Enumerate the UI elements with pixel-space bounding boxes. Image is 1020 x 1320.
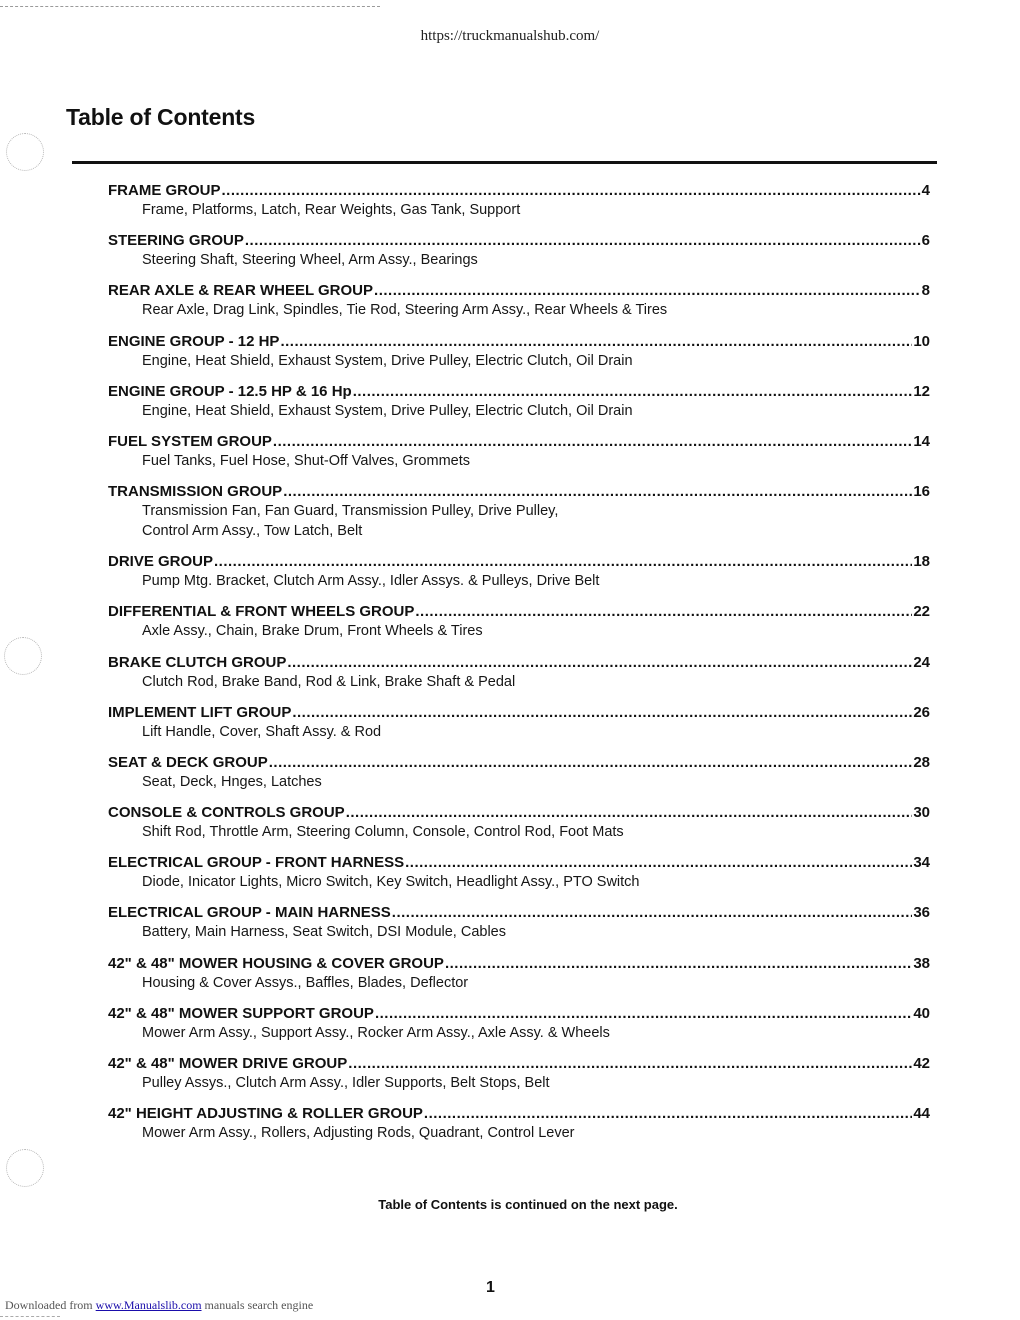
page-title: Table of Contents <box>66 104 256 130</box>
toc-entry-description: Pulley Assys., Clutch Arm Assy., Idler Supports, Belt Stops, Belt <box>142 1075 550 1091</box>
header-url: https://truckmanualshub.com/ <box>420 28 600 44</box>
toc-page-number: 24 <box>913 653 930 671</box>
toc-heading <box>108 955 930 973</box>
dot-leader <box>273 433 912 451</box>
toc-entry-description: Pump Mtg. Bracket, Clutch Arm Assy., Idler Assys. & Pulleys, Drive Belt <box>142 573 600 590</box>
toc-entry-description: Transmission Fan, Fan Guard, Transmission Pulley, Drive Pulley, <box>142 503 559 520</box>
toc-entry[interactable] <box>108 1055 930 1105</box>
punch-hole-mark <box>6 133 44 171</box>
toc-page-number: 16 <box>913 483 930 501</box>
dot-leader <box>222 182 921 200</box>
toc-entry-description: Battery, Main Harness, Seat Switch, DSI Module, Cables <box>142 924 506 941</box>
toc-heading <box>108 282 930 300</box>
dot-leader <box>353 383 913 401</box>
toc-entry[interactable] <box>108 483 930 553</box>
toc-entry-description: Diode, Inicator Lights, Micro Switch, Key Switch, Headlight Assy., PTO Switch <box>142 874 640 891</box>
toc-entry-title: 42" & 48" MOWER DRIVE GROUP <box>108 1055 348 1072</box>
punch-hole-mark <box>6 1149 44 1187</box>
toc-entry-title: SEAT & DECK GROUP <box>108 753 268 771</box>
dot-leader <box>405 854 912 872</box>
dot-leader <box>245 232 921 250</box>
toc-page-number: 30 <box>913 804 930 822</box>
dot-leader <box>280 333 912 351</box>
toc-entry-description: Steering Shaft, Steering Wheel, Arm Assy., Bearings <box>142 252 478 269</box>
dot-leader <box>283 483 912 501</box>
toc-heading <box>108 654 930 672</box>
toc-heading <box>108 383 930 401</box>
continued-note: Table of Contents is continued on the next page. <box>378 1197 678 1212</box>
dot-leader <box>287 654 912 672</box>
toc-entry-description: Fuel Tanks, Fuel Hose, Shut-Off Valves, Grommets <box>142 452 470 469</box>
toc-entry[interactable] <box>108 904 930 954</box>
toc-entry-title: REAR AXLE & REAR WHEEL GROUP <box>108 282 374 300</box>
toc-entry-description: Control Arm Assy., Tow Latch, Belt <box>142 523 363 540</box>
toc-page-number: 26 <box>913 703 930 721</box>
toc-entry[interactable] <box>108 1005 930 1055</box>
toc-entry[interactable] <box>108 754 930 804</box>
toc-heading <box>108 804 930 822</box>
toc-page-number: 44 <box>913 1105 930 1123</box>
dot-leader <box>346 804 913 822</box>
toc-entry[interactable] <box>108 433 930 483</box>
toc-heading <box>108 1105 930 1123</box>
toc-entry-description: Engine, Heat Shield, Exhaust System, Drive Pulley, Electric Clutch, Oil Drain <box>142 352 633 369</box>
toc-entry-description: Housing & Cover Assys., Baffles, Blades, Deflector <box>142 974 469 991</box>
toc-entry-description: Mower Arm Assy., Rollers, Adjusting Rods, Quadrant, Control Lever <box>142 1125 575 1142</box>
dot-leader <box>415 603 912 621</box>
toc-page-number: 36 <box>913 904 930 922</box>
toc-entry-description: Clutch Rod, Brake Band, Rod & Link, Brake Shaft & Pedal <box>142 673 516 690</box>
toc-list <box>108 182 930 1155</box>
toc-entry-title: 42" & 48" MOWER HOUSING & COVER GROUP <box>108 954 444 972</box>
toc-entry[interactable] <box>108 182 930 232</box>
toc-entry-description: Axle Assy., Chain, Brake Drum, Front Wheels & Tires <box>142 623 483 640</box>
toc-heading <box>108 754 930 772</box>
toc-entry-title: DRIVE GROUP <box>108 553 214 571</box>
toc-page-number: 4 <box>921 182 930 199</box>
toc-entry[interactable] <box>108 955 930 1005</box>
dot-leader <box>375 1005 912 1023</box>
dot-leader <box>392 904 913 922</box>
toc-entry-title: ENGINE GROUP - 12 HP <box>108 332 280 350</box>
toc-page-number: 10 <box>913 332 930 350</box>
toc-entry-title: 42" & 48" MOWER SUPPORT GROUP <box>108 1004 374 1022</box>
toc-entry-description: Frame, Platforms, Latch, Rear Weights, Gas Tank, Support <box>142 202 521 218</box>
toc-entry-title: ELECTRICAL GROUP - FRONT HARNESS <box>108 854 405 872</box>
punch-hole-mark <box>4 637 42 675</box>
toc-page-number: 8 <box>921 282 930 300</box>
toc-entry-title: FUEL SYSTEM GROUP <box>108 432 272 450</box>
toc-entry-title: DIFFERENTIAL & FRONT WHEELS GROUP <box>108 603 415 621</box>
toc-entry[interactable] <box>108 553 930 603</box>
dot-leader <box>374 282 921 300</box>
toc-entry-description: Mower Arm Assy., Support Assy., Rocker Arm Assy., Axle Assy. & Wheels <box>142 1024 610 1041</box>
toc-page-number: 34 <box>913 854 930 872</box>
toc-entry[interactable] <box>108 383 930 433</box>
toc-entry[interactable] <box>108 333 930 383</box>
toc-entry[interactable] <box>108 854 930 904</box>
title-divider <box>72 161 937 164</box>
toc-entry-title: CONSOLE & CONTROLS GROUP <box>108 804 345 822</box>
toc-heading <box>108 603 930 621</box>
toc-page-number: 38 <box>913 954 930 972</box>
toc-page-number: 42 <box>913 1055 930 1072</box>
toc-heading <box>108 1005 930 1023</box>
toc-page-number: 40 <box>913 1004 930 1022</box>
footer-suffix: manuals search engine <box>204 1298 314 1312</box>
dot-leader <box>214 553 912 571</box>
download-footer <box>5 1298 313 1313</box>
toc-heading <box>108 483 930 501</box>
toc-heading <box>108 904 930 922</box>
manualslib-link[interactable]: www.Manualslib.com <box>95 1298 202 1312</box>
toc-entry-title: STEERING GROUP <box>108 232 244 250</box>
toc-entry-title: ENGINE GROUP - 12.5 HP & 16 Hp <box>108 382 352 400</box>
toc-entry-title: FRAME GROUP <box>108 182 221 199</box>
toc-entry[interactable] <box>108 232 930 282</box>
toc-entry[interactable] <box>108 704 930 754</box>
toc-entry-title: ELECTRICAL GROUP - MAIN HARNESS <box>108 904 391 922</box>
toc-entry-description: Lift Handle, Cover, Shaft Assy. & Rod <box>142 723 382 740</box>
page-number: 1 <box>486 1279 495 1296</box>
toc-heading <box>108 433 930 451</box>
toc-entry[interactable] <box>108 282 930 332</box>
dot-leader <box>424 1105 912 1123</box>
scan-artifact-top <box>0 6 380 7</box>
scan-artifact-bottom <box>0 1316 60 1317</box>
toc-page-number: 6 <box>921 232 930 250</box>
dot-leader <box>269 754 913 772</box>
dot-leader <box>292 704 912 722</box>
footer-prefix: Downloaded from <box>5 1298 93 1312</box>
toc-page-number: 22 <box>913 603 930 621</box>
toc-heading <box>108 182 930 200</box>
dot-leader <box>348 1055 912 1073</box>
toc-page-number: 18 <box>913 553 930 571</box>
toc-heading <box>108 704 930 722</box>
dot-leader <box>445 955 912 973</box>
toc-entry[interactable] <box>108 654 930 704</box>
toc-entry[interactable] <box>108 804 930 854</box>
toc-heading <box>108 333 930 351</box>
toc-heading <box>108 854 930 872</box>
toc-entry-description: Rear Axle, Drag Link, Spindles, Tie Rod, Steering Arm Assy., Rear Wheels & Tires <box>142 302 668 319</box>
toc-heading <box>108 232 930 250</box>
toc-entry-title: IMPLEMENT LIFT GROUP <box>108 703 292 721</box>
toc-heading <box>108 553 930 571</box>
toc-page-number: 28 <box>913 753 930 771</box>
toc-entry-description: Seat, Deck, Hnges, Latches <box>142 773 322 790</box>
toc-page-number: 14 <box>913 432 930 450</box>
toc-page-number: 12 <box>913 382 930 400</box>
toc-entry-title: 42" HEIGHT ADJUSTING & ROLLER GROUP <box>108 1105 423 1123</box>
toc-entry-description: Shift Rod, Throttle Arm, Steering Column, Console, Control Rod, Foot Mats <box>142 824 624 841</box>
toc-entry-title: TRANSMISSION GROUP <box>108 483 283 501</box>
toc-entry-description: Engine, Heat Shield, Exhaust System, Drive Pulley, Electric Clutch, Oil Drain <box>142 402 633 419</box>
toc-heading <box>108 1055 930 1073</box>
toc-entry[interactable] <box>108 1105 930 1155</box>
toc-entry[interactable] <box>108 603 930 653</box>
toc-entry-title: BRAKE CLUTCH GROUP <box>108 653 287 671</box>
